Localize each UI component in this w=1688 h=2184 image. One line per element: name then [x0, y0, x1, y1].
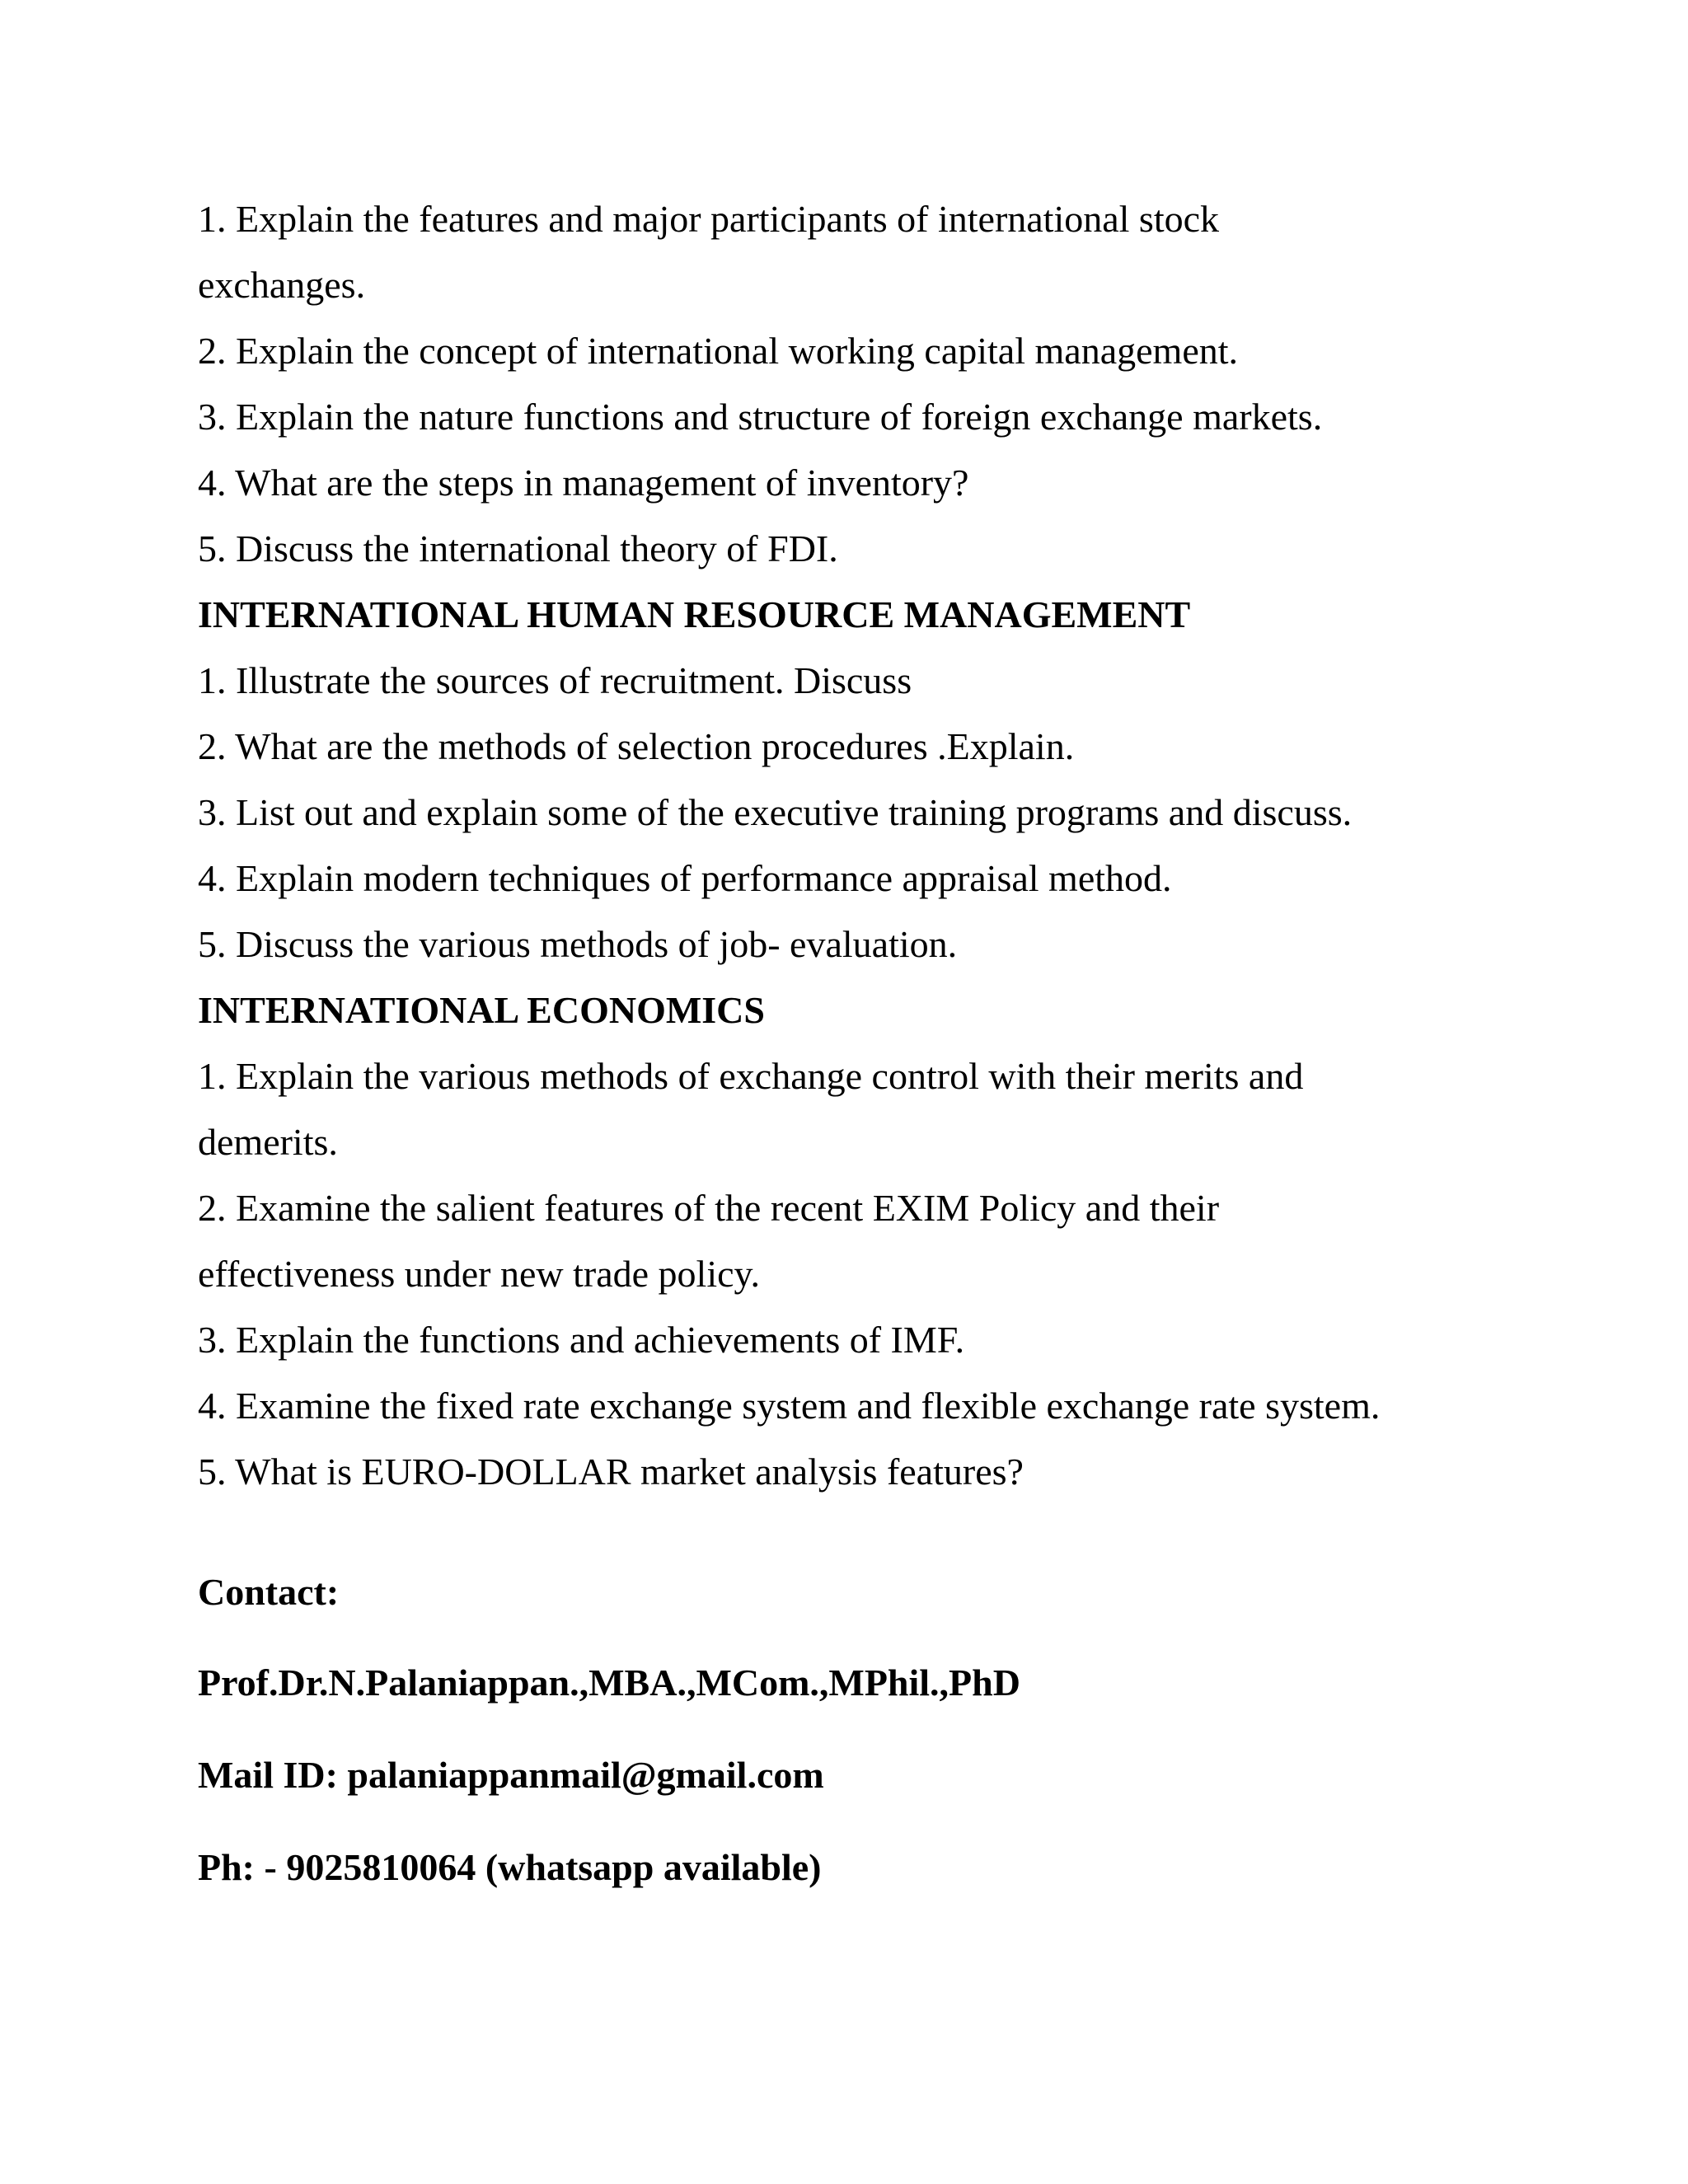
section-heading-ihrm: INTERNATIONAL HUMAN RESOURCE MANAGEMENT — [198, 593, 1191, 635]
contact-name: Prof.Dr.N.Palaniappan.,MBA.,MCom.,MPhil.,PhD — [198, 1661, 1020, 1704]
question-line: 3. Explain the nature functions and structure of foreign exchange markets. — [198, 396, 1323, 438]
question-line: 2. Explain the concept of international working capital management. — [198, 330, 1239, 372]
question-line: 2. Examine the salient features of the recent EXIM Policy and their — [198, 1187, 1220, 1229]
section-heading-economics: INTERNATIONAL ECONOMICS — [198, 989, 765, 1031]
question-line: 5. Discuss the various methods of job- evaluation. — [198, 923, 958, 965]
question-line: 5. What is EURO-DOLLAR market analysis features? — [198, 1451, 1024, 1493]
question-line: 2. What are the methods of selection procedures .Explain. — [198, 725, 1075, 767]
question-line: 4. Examine the fixed rate exchange system and flexible exchange rate system. — [198, 1385, 1381, 1427]
contact-label: Contact: — [198, 1571, 340, 1613]
contact-mail: Mail ID: palaniappanmail@gmail.com — [198, 1754, 824, 1796]
question-line: effectiveness under new trade policy. — [198, 1253, 761, 1295]
question-line: 1. Explain the features and major participants of international stock — [198, 198, 1220, 240]
contact-phone: Ph: - 9025810064 (whatsapp available) — [198, 1846, 822, 1888]
question-line: 4. Explain modern techniques of performance appraisal method. — [198, 857, 1172, 899]
question-line: 1. Illustrate the sources of recruitment. Discuss — [198, 659, 912, 701]
question-list — [198, 186, 1533, 1505]
question-line: demerits. — [198, 1121, 338, 1163]
question-line: 1. Explain the various methods of exchange control with their merits and — [198, 1055, 1304, 1097]
question-line: 3. List out and explain some of the executive training programs and discuss. — [198, 791, 1353, 833]
question-line: 5. Discuss the international theory of FDI. — [198, 527, 838, 569]
question-line: 4. What are the steps in management of inventory? — [198, 462, 969, 504]
question-line: exchanges. — [198, 264, 366, 306]
question-line: 3. Explain the functions and achievements of IMF. — [198, 1319, 965, 1361]
